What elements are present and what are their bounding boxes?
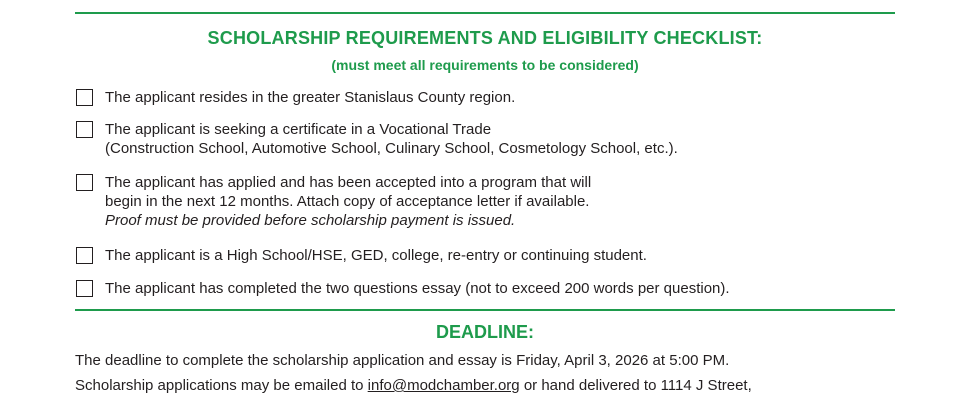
proof-note: Proof must be provided before scholarship payment is issued. bbox=[105, 212, 516, 229]
checklist-title: SCHOLARSHIP REQUIREMENTS AND ELIGIBILITY CHECKLIST: bbox=[207, 28, 763, 48]
deadline-heading: DEADLINE: bbox=[436, 322, 534, 342]
program-acceptance-checkbox[interactable] bbox=[76, 174, 93, 191]
checklist-item-text: The applicant is seeking a certificate in a Vocational Trade (Construction School, Automotive School, Culinary School, Cosmetology School, etc.). bbox=[105, 121, 678, 157]
vocational-trade-checkbox[interactable] bbox=[76, 121, 93, 138]
submission-text: Scholarship applications may be emailed to info@modchamber.org or hand delivered to 1114 J Street, bbox=[75, 377, 752, 394]
checklist-item-text: The applicant is a High School/HSE, GED, college, re-entry or continuing student. bbox=[105, 247, 647, 264]
residence-checkbox[interactable] bbox=[76, 89, 93, 106]
checklist-item-text: The applicant has completed the two questions essay (not to exceed 200 words per question). bbox=[105, 280, 730, 297]
essay-checkbox[interactable] bbox=[76, 280, 93, 297]
checklist-subtitle: (must meet all requirements to be considered) bbox=[331, 57, 639, 73]
checklist-item-text: The applicant has applied and has been accepted into a program that will begin in the next 12 months. Attach copy of acceptance letter if available. Proof must be provided before scholarship payment is issued. bbox=[105, 174, 592, 229]
email-link[interactable]: info@modchamber.org bbox=[367, 377, 520, 394]
deadline-text: The deadline to complete the scholarship application and essay is Friday, April 3, 2026 at 5:00 PM. bbox=[75, 352, 730, 369]
checklist-item-text: The applicant resides in the greater Stanislaus County region. bbox=[105, 89, 516, 106]
student-status-checkbox[interactable] bbox=[76, 247, 93, 264]
deadline-divider bbox=[75, 309, 895, 311]
top-divider bbox=[75, 12, 895, 14]
